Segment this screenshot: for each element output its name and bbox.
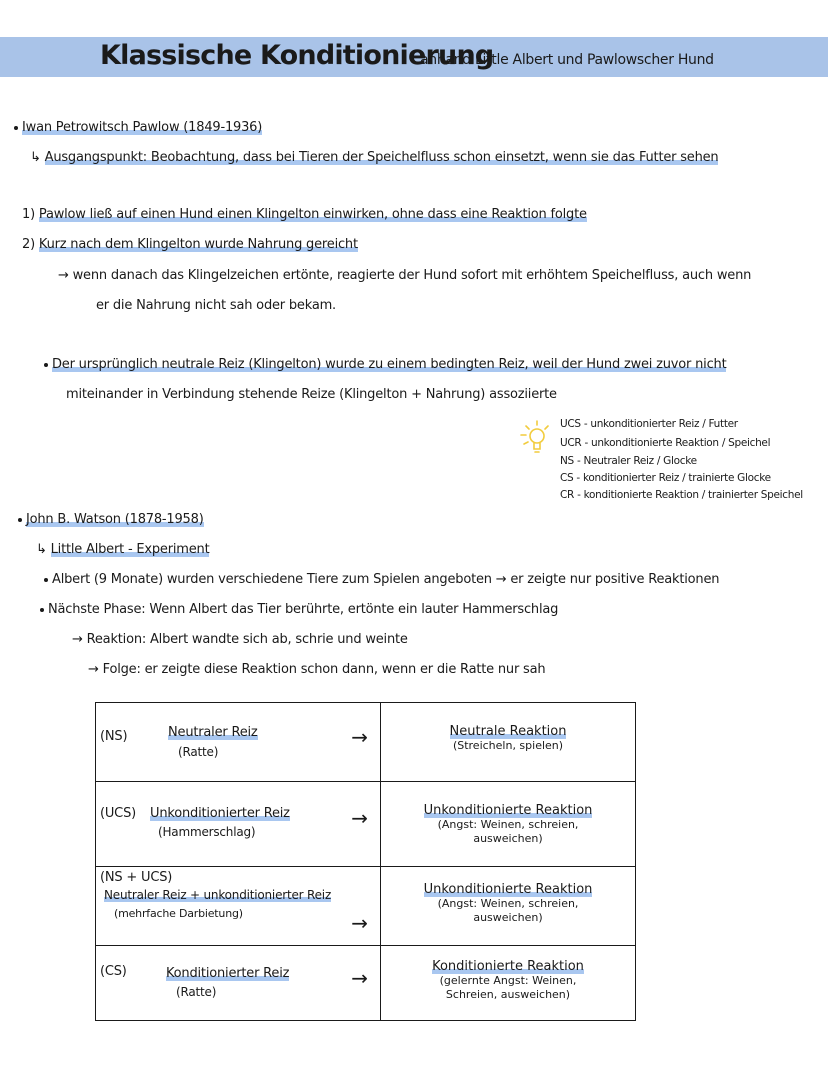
legend-item-ns: NS - Neutraler Reiz / Glocke bbox=[560, 455, 697, 467]
step-1-text: Pawlow ließ auf einen Hund einen Klingelton einwirken, ohne dass eine Reaktion folgte bbox=[38, 207, 587, 222]
bullet-icon bbox=[44, 578, 48, 582]
ausgangspunkt-text: : Beobachtung, dass bei Tieren der Speichelfluss schon einsetzt, wenn sie das Futter sehen bbox=[142, 150, 719, 165]
row-tag: (NS) bbox=[100, 729, 128, 744]
response-note: (Angst: Weinen, schreien, ausweichen) bbox=[437, 818, 579, 845]
watson-line-4: → Folge: er zeigte diese Reaktion schon dann, wenn er die Ratte nur sah bbox=[88, 662, 546, 677]
table-row bbox=[96, 867, 636, 946]
page-title: Klassische Konditionierung bbox=[100, 40, 494, 71]
response-note: (Streicheln, spielen) bbox=[452, 739, 564, 752]
stimulus-note: (mehrfache Darbietung) bbox=[114, 907, 243, 920]
conclusion-line-1-text: Der ursprünglich neutrale Reiz (Klingelton) wurde zu einem bedingten Reiz, weil der Hund zwei zuvor nicht bbox=[52, 357, 727, 372]
lightbulb-icon bbox=[518, 418, 552, 458]
response-cell bbox=[381, 867, 636, 946]
response-label: Unkonditionierte Reaktion bbox=[423, 882, 593, 897]
step-2-text: Kurz nach dem Klingelton wurde Nahrung gereicht bbox=[38, 237, 358, 252]
page-subtitle: anhand Little Albert und Pawlowscher Hund bbox=[420, 52, 714, 68]
stimulus-note: (Ratte) bbox=[178, 745, 219, 759]
stimulus-label: Konditionierter Reiz bbox=[166, 966, 290, 981]
response-cell bbox=[381, 946, 636, 1021]
table-row bbox=[96, 946, 636, 1021]
arrow-icon: → bbox=[351, 966, 368, 990]
stimulus-note: (Ratte) bbox=[176, 985, 217, 999]
response-note: (gelernte Angst: Weinen, Schreien, ausweichen) bbox=[439, 974, 577, 1001]
arrow-icon: → bbox=[351, 806, 368, 830]
step-1 bbox=[22, 207, 587, 222]
pawlow-heading-text: Iwan Petrowitsch Pawlow (1849-1936) bbox=[22, 120, 263, 135]
conclusion-line-2: miteinander in Verbindung stehende Reize (Klingelton + Nahrung) assoziierte bbox=[66, 387, 557, 402]
arrow-icon: → bbox=[351, 725, 368, 749]
ausgangspunkt-label: Ausgangspunkt bbox=[44, 150, 143, 165]
response-note: (Angst: Weinen, schreien, ausweichen) bbox=[437, 897, 579, 924]
legend-item-ucr: UCR - unkonditionierte Reaktion / Speichel bbox=[560, 437, 771, 449]
watson-line-2-text: Nächste Phase: Wenn Albert das Tier berührte, ertönte ein lauter Hammerschlag bbox=[48, 602, 559, 617]
response-label: Unkonditionierte Reaktion bbox=[423, 803, 593, 818]
legend-item-cs: CS - konditionierter Reiz / trainierte Glocke bbox=[560, 472, 771, 484]
bullet-icon bbox=[44, 363, 48, 367]
stimulus-label: Neutraler Reiz bbox=[168, 725, 258, 740]
step-2 bbox=[22, 237, 358, 252]
bullet-icon bbox=[14, 126, 18, 130]
watson-heading-text: John B. Watson (1878-1958) bbox=[26, 512, 204, 527]
legend-item-cr: CR - konditionierte Reaktion / trainierter Speichel bbox=[560, 489, 803, 501]
table-row bbox=[96, 703, 636, 782]
watson-line-1 bbox=[44, 572, 719, 587]
stimulus-cell bbox=[96, 703, 381, 782]
return-arrow-icon: ↳ bbox=[30, 150, 45, 165]
return-arrow-icon: ↳ bbox=[36, 542, 51, 557]
conditioning-table bbox=[95, 702, 636, 1021]
bullet-icon bbox=[18, 518, 22, 522]
table-row bbox=[96, 782, 636, 867]
result-line-1 bbox=[58, 268, 751, 283]
row-tag: (UCS) bbox=[100, 806, 136, 821]
conclusion-line-1 bbox=[44, 357, 726, 372]
stimulus-note: (Hammerschlag) bbox=[158, 825, 256, 839]
step-1-number: 1) bbox=[22, 207, 35, 222]
result-line-2: er die Nahrung nicht sah oder bekam. bbox=[96, 298, 336, 313]
stimulus-label: Unkonditionierter Reiz bbox=[150, 806, 290, 821]
stimulus-cell bbox=[96, 782, 381, 867]
bullet-icon bbox=[40, 608, 44, 612]
row-tag: (NS + UCS) bbox=[100, 870, 173, 885]
arrow-icon: → bbox=[351, 911, 368, 935]
step-2-number: 2) bbox=[22, 237, 35, 252]
watson-heading bbox=[18, 512, 204, 527]
experiment-label-text: Little Albert - Experiment bbox=[50, 542, 210, 557]
stimulus-label: Neutraler Reiz + unkonditionierter Reiz bbox=[104, 888, 332, 902]
watson-line-2 bbox=[40, 602, 558, 617]
legend-item-ucs: UCS - unkonditionierter Reiz / Futter bbox=[560, 418, 738, 430]
stimulus-cell bbox=[96, 946, 381, 1021]
row-tag: (CS) bbox=[100, 964, 127, 979]
watson-line-3: → Reaktion: Albert wandte sich ab, schrie und weinte bbox=[72, 632, 408, 647]
arrow-icon: → bbox=[58, 268, 73, 283]
pawlow-heading bbox=[14, 120, 262, 135]
ausgangspunkt bbox=[30, 150, 718, 165]
result-line-1-text: wenn danach das Klingelzeichen ertönte, reagierte der Hund sofort mit erhöhtem Speichelfluss, auch wenn bbox=[72, 268, 752, 283]
watson-line-1-text: Albert (9 Monate) wurden verschiedene Tiere zum Spielen angeboten → er zeigte nur positive Reaktionen bbox=[52, 572, 720, 587]
response-cell bbox=[381, 703, 636, 782]
stimulus-cell bbox=[96, 867, 381, 946]
response-cell bbox=[381, 782, 636, 867]
response-label: Konditionierte Reaktion bbox=[432, 959, 584, 974]
experiment-label bbox=[36, 542, 209, 557]
response-label: Neutrale Reaktion bbox=[449, 724, 567, 739]
